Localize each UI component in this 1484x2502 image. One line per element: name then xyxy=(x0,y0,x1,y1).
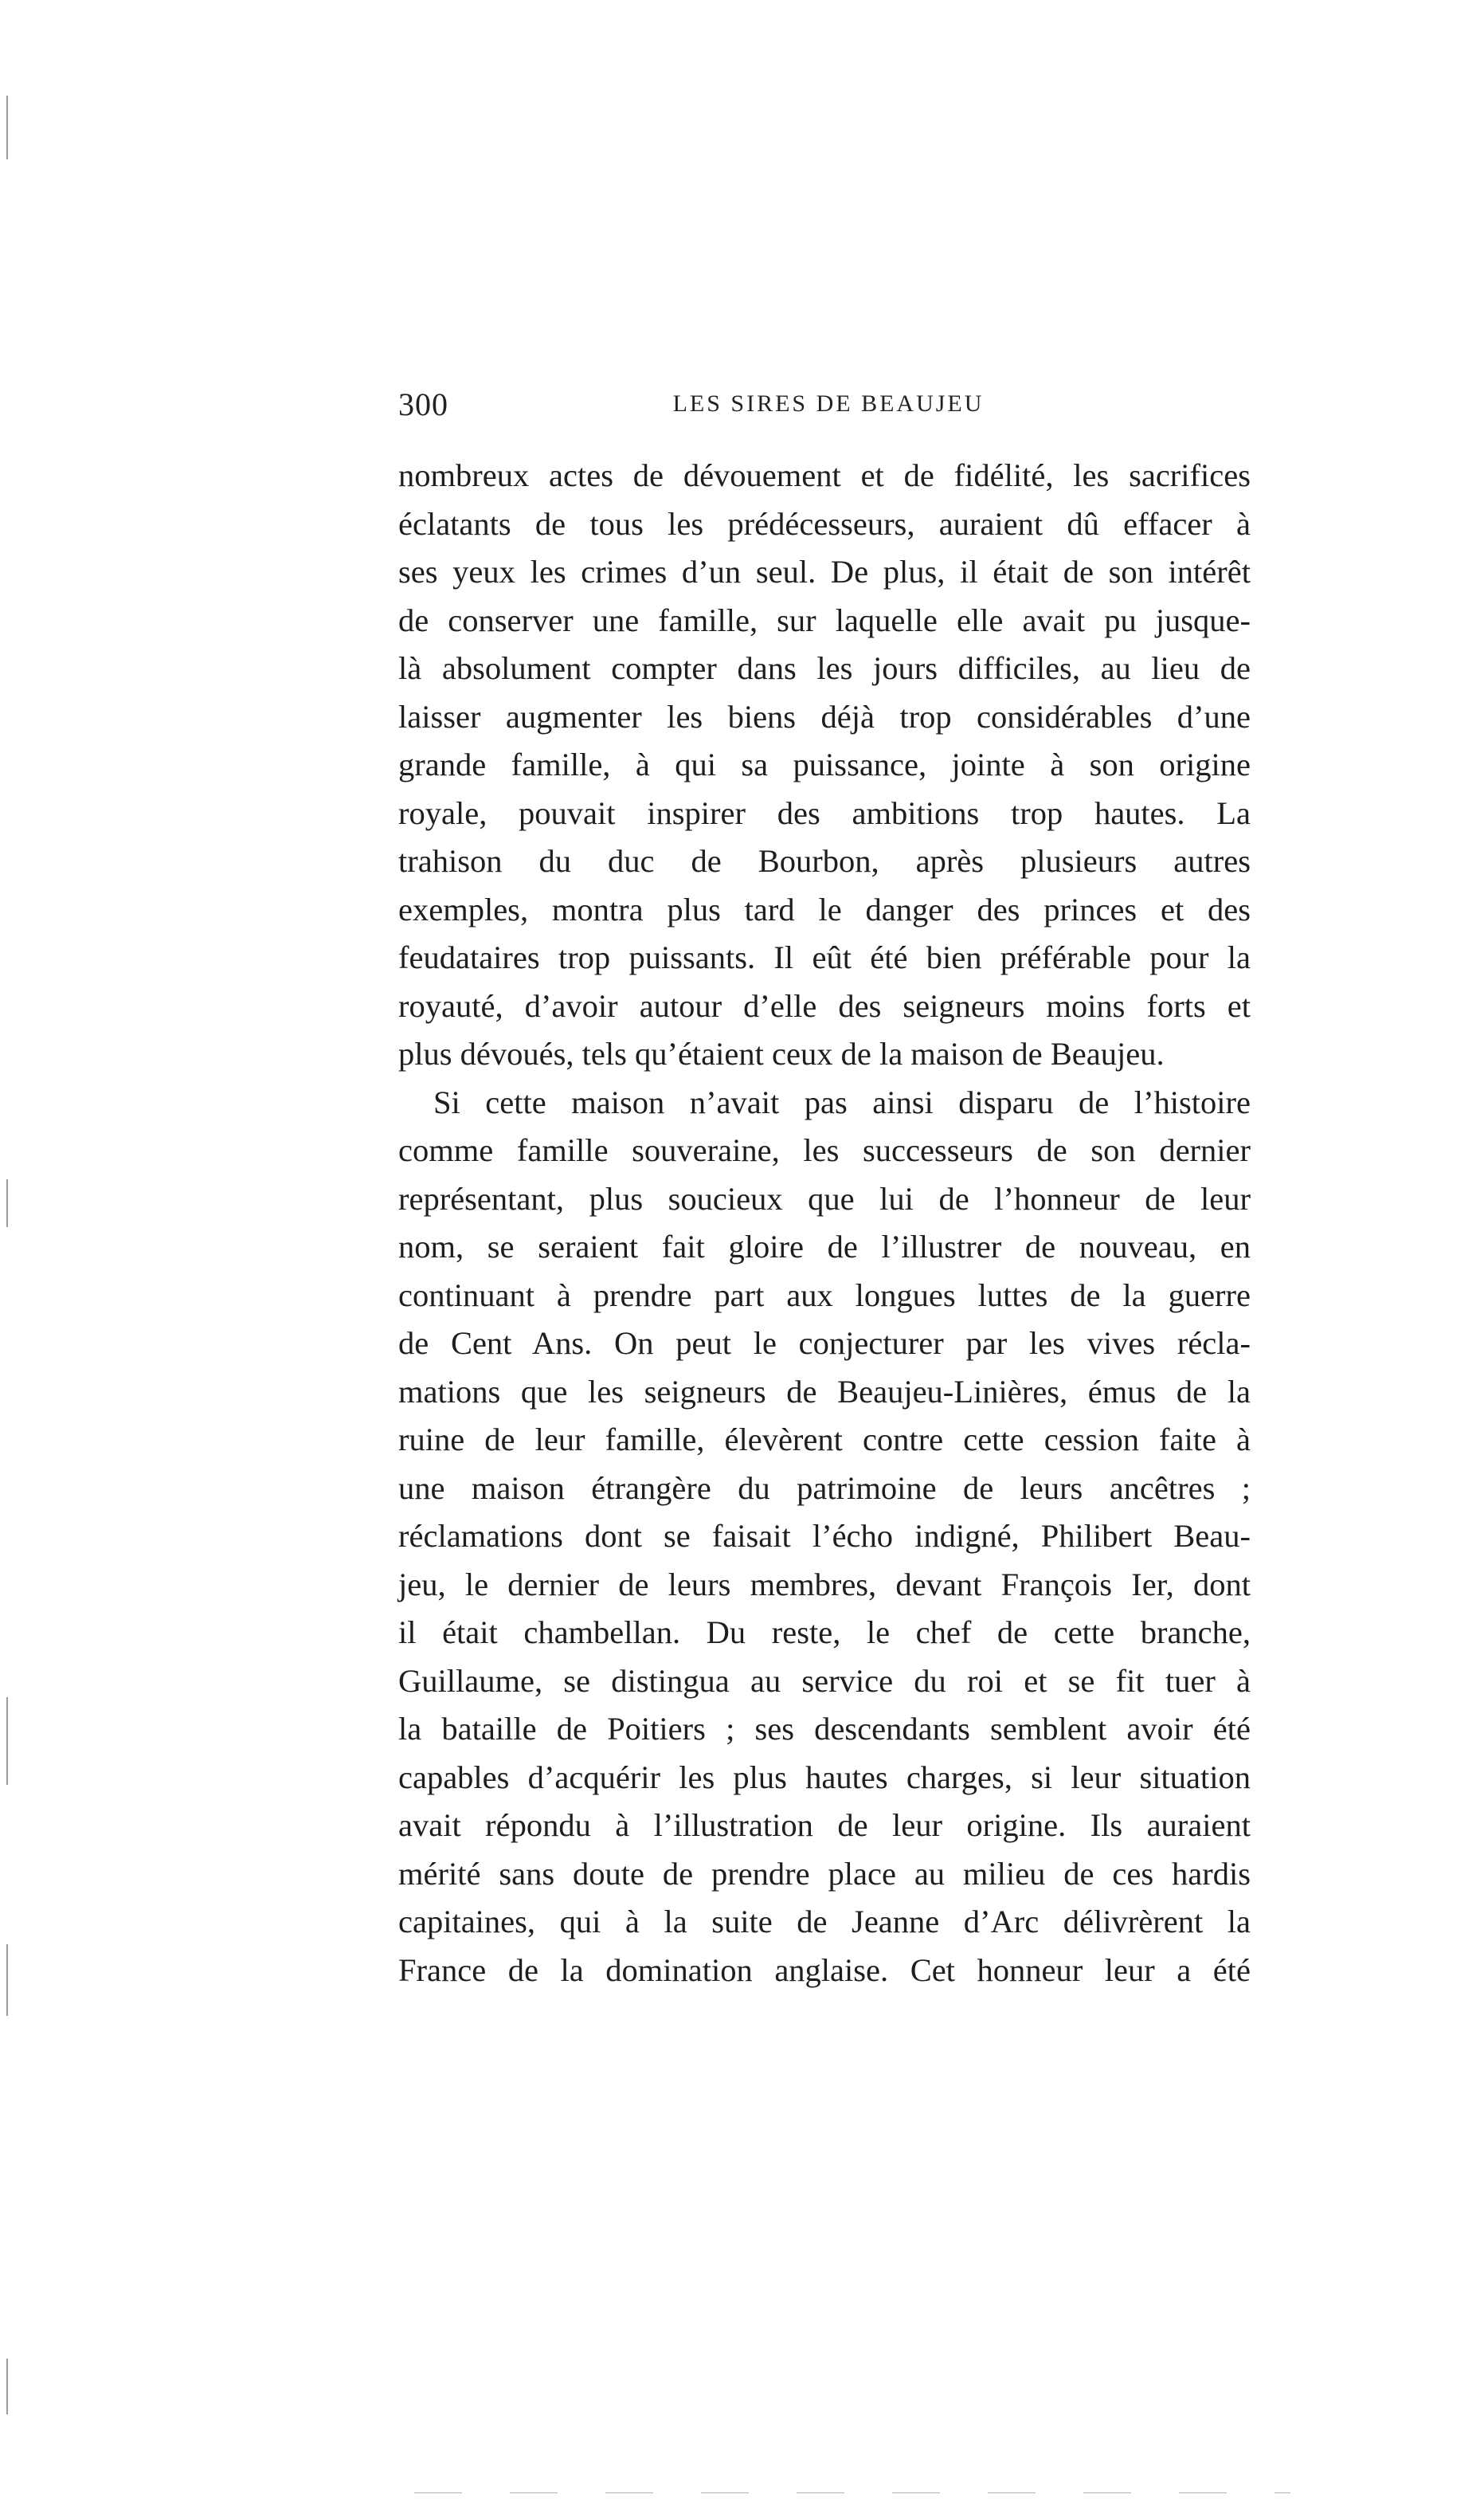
scan-edge-mark xyxy=(6,1179,8,1227)
text-line: continuant à prendre part aux longues luttes de la guerre xyxy=(398,1276,1251,1313)
text-line: feudataires trop puissants. Il eût été bien préférable pour la xyxy=(398,939,1251,975)
text-line: nom, se seraient fait gloire de l’illustrer de nouveau, en xyxy=(398,1229,1251,1265)
text-line: là absolument compter dans les jours difficiles, au lieu de xyxy=(398,650,1251,686)
text-line: royale, pouvait inspirer des ambitions trop hautes. La xyxy=(398,794,1251,831)
running-title: LES SIRES DE BEAUJEU xyxy=(672,390,985,417)
text-line: mérité sans doute de prendre place au milieu de ces hardis xyxy=(398,1855,1251,1892)
text-line: laisser augmenter les biens déjà trop considérables d’une xyxy=(398,698,1251,735)
text-line: la bataille de Poitiers ; ses descendants semblent avoir été xyxy=(398,1711,1251,1747)
text-line: plus dévoués, tels qu’étaient ceux de la maison de Beaujeu. xyxy=(398,1036,1165,1072)
text-line: nombreux actes de dévouement et de fidélité, les sacrifices xyxy=(398,457,1251,493)
text-line: éclatants de tous les prédécesseurs, auraient dû effacer à xyxy=(398,505,1251,542)
text-line: de conserver une famille, sur laquelle elle avait pu jusque- xyxy=(398,602,1251,638)
text-line: il était chambellan. Du reste, le chef de cette branche, xyxy=(398,1614,1251,1650)
text-line: représentant, plus soucieux que lui de l’honneur de leur xyxy=(398,1180,1251,1217)
text-line: mations que les seigneurs de Beaujeu-Linières, émus de la xyxy=(398,1373,1251,1410)
text-line: Guillaume, se distingua au service du roi et se fit tuer à xyxy=(398,1662,1251,1699)
scan-edge-mark xyxy=(6,2359,8,2414)
text-line: ses yeux les crimes d’un seul. De plus, il était de son intérêt xyxy=(398,554,1251,590)
text-line: avait répondu à l’illustration de leur origine. Ils auraient xyxy=(398,1807,1251,1843)
body-text xyxy=(398,452,1251,1994)
text-line: capables d’acquérir les plus hautes charges, si leur situation xyxy=(398,1759,1251,1795)
scan-edge-mark xyxy=(6,96,8,159)
text-line: grande famille, à qui sa puissance, jointe à son origine xyxy=(398,747,1251,782)
text-line: réclamations dont se faisait l’écho indigné, Philibert Beau- xyxy=(398,1518,1251,1554)
page-number: 300 xyxy=(398,386,448,422)
text-line: comme famille souveraine, les successeurs de son dernier xyxy=(398,1132,1251,1168)
text-line: exemples, montra plus tard le danger des princes et des xyxy=(398,891,1251,927)
paragraph-start-line: Si cette maison n’avait pas ainsi disparu de l’histoire xyxy=(433,1084,1251,1120)
text-line: jeu, le dernier de leurs membres, devant François Ier, dont xyxy=(398,1566,1251,1602)
scan-edge-mark xyxy=(6,1944,8,2016)
text-line: de Cent Ans. On peut le conjecturer par les vives récla- xyxy=(398,1325,1251,1361)
page-header xyxy=(398,386,1259,433)
scan-edge-mark xyxy=(6,1697,8,1785)
text-line: ruine de leur famille, élevèrent contre cette cession faite à xyxy=(398,1422,1251,1457)
text-line: royauté, d’avoir autour d’elle des seigneurs moins forts et xyxy=(398,987,1251,1024)
text-line: une maison étrangère du patrimoine de leurs ancêtres ; xyxy=(398,1469,1251,1506)
text-line: trahison du duc de Bourbon, après plusieurs autres xyxy=(398,843,1251,879)
text-line: France de la domination anglaise. Cet honneur leur a été xyxy=(398,1951,1251,1988)
text-line: capitaines, qui à la suite de Jeanne d’Arc délivrèrent la xyxy=(398,1904,1251,1939)
scan-bottom-rule xyxy=(414,2492,1290,2493)
